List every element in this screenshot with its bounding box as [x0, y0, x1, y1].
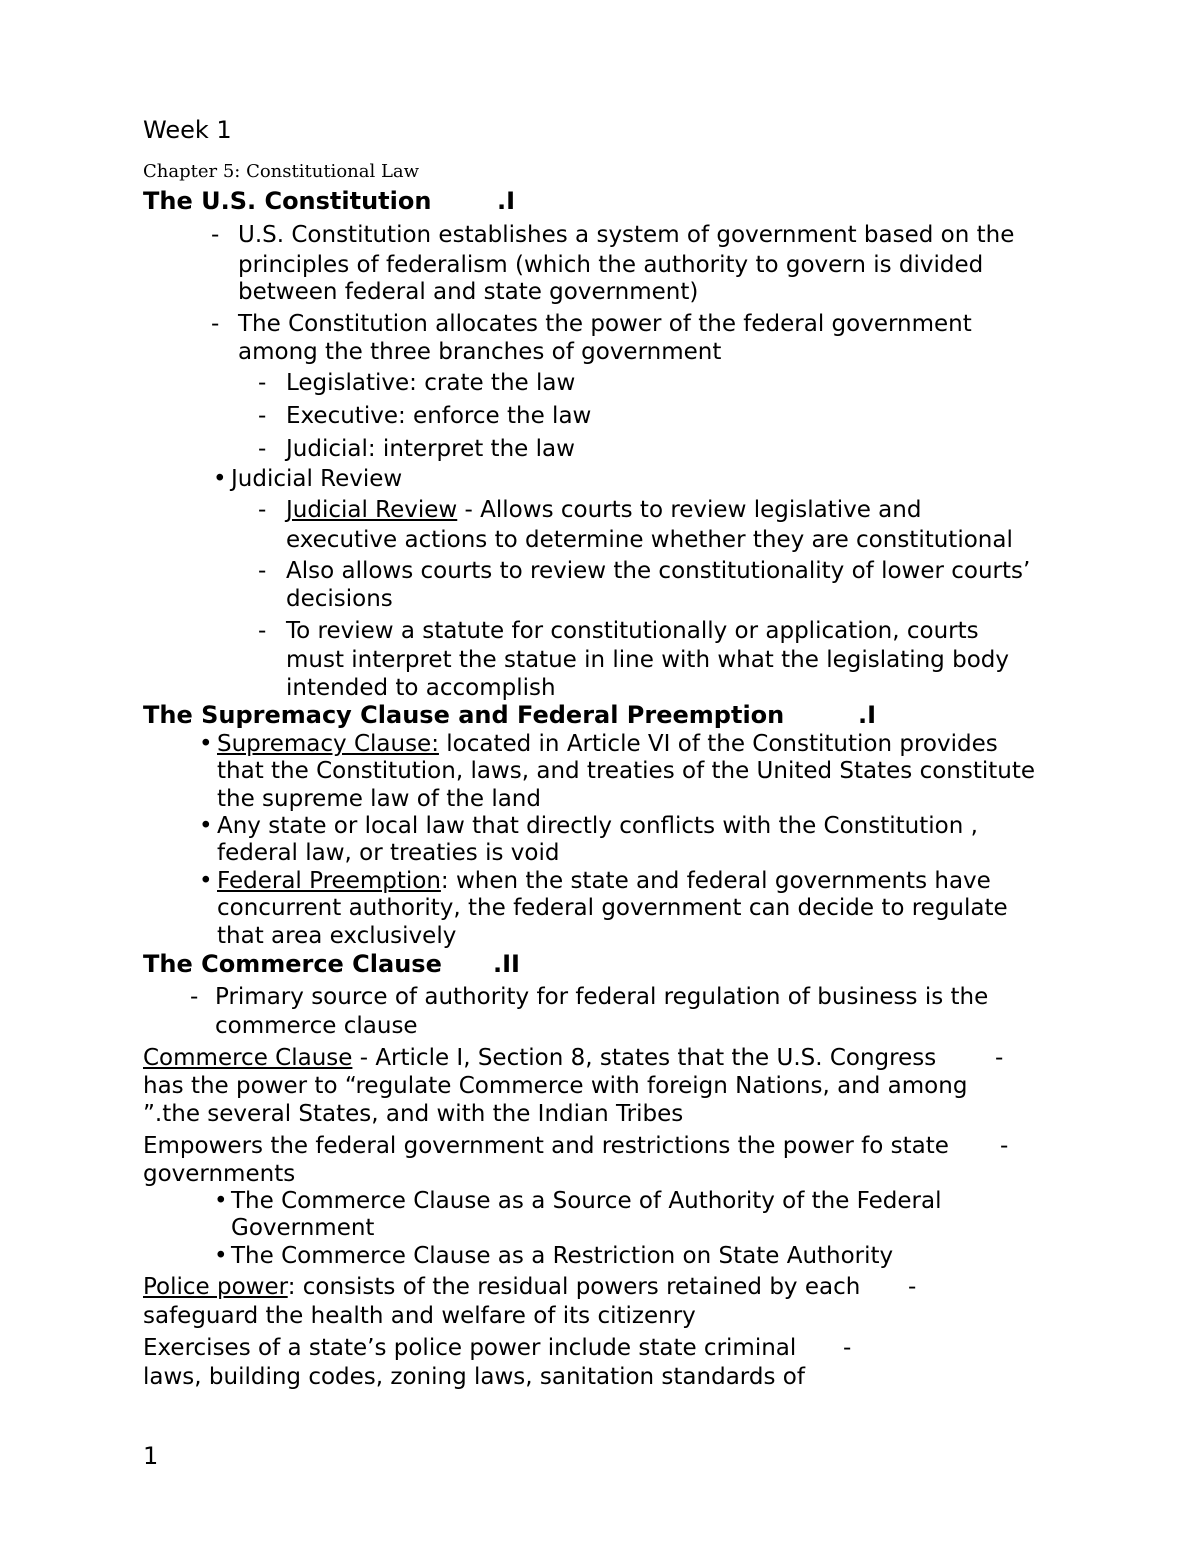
section-title-supremacy: The Supremacy Clause and Federal Preemption: [143, 701, 785, 729]
bullet-marker: •: [213, 466, 227, 492]
term-judicial-review: Judicial Review: [286, 497, 458, 523]
dash-marker: -: [995, 1045, 1004, 1071]
bullet-marker: •: [214, 1188, 228, 1214]
list-item: The Commerce Clause as a Source of Authority of the Federal: [231, 1188, 942, 1214]
paragraph-line: governments: [143, 1161, 296, 1187]
paragraph-commerce-clause: [143, 1044, 936, 1072]
section-number: .II: [493, 950, 520, 978]
list-item: [217, 730, 998, 758]
page-number: 1: [143, 1442, 159, 1470]
term-commerce-clause: Commerce Clause: [143, 1045, 353, 1071]
paragraph-line: has the power to “regulate Commerce with foreign Nations, and among: [143, 1073, 968, 1099]
paragraph-line: ”.the several States, and with the Indian Tribes: [143, 1101, 684, 1127]
week-label: Week 1: [143, 116, 232, 144]
definition-text: : when the state and federal governments have: [440, 868, 991, 894]
bullet-marker: •: [199, 813, 213, 839]
list-item: Judicial: interpret the law: [286, 436, 575, 462]
dash-marker: -: [258, 436, 267, 462]
list-item: U.S. Constitution establishes a system of government based on the: [238, 222, 1015, 248]
list-item: the supreme law of the land: [217, 786, 541, 812]
dash-marker: -: [258, 558, 267, 584]
definition-text: - Article I, Section 8, states that the U.S. Congress: [352, 1045, 937, 1071]
paragraph-police-power: [143, 1273, 860, 1301]
list-item: intended to accomplish: [286, 675, 556, 701]
list-item: The Commerce Clause as a Restriction on State Authority: [231, 1243, 894, 1269]
section-number: .I: [497, 187, 516, 215]
dash-marker: -: [211, 222, 220, 248]
list-item: Legislative: crate the law: [286, 370, 576, 396]
definition-text: : consists of the residual powers retained by each: [287, 1274, 861, 1300]
section-number: .I: [858, 701, 877, 729]
dash-marker: -: [258, 370, 267, 396]
list-item: [217, 867, 991, 895]
list-item: among the three branches of government: [238, 339, 722, 365]
list-item: Also allows courts to review the constitutionality of lower courts’: [286, 558, 1031, 584]
paragraph-line: safeguard the health and welfare of its citizenry: [143, 1303, 696, 1329]
chapter-title: Chapter 5: Constitutional Law: [143, 161, 420, 182]
paragraph-line: Exercises of a state’s police power include state criminal: [143, 1335, 797, 1361]
paragraph-line: laws, building codes, zoning laws, sanitation standards of: [143, 1364, 805, 1390]
bullet-marker: •: [214, 1243, 228, 1269]
list-item: decisions: [286, 586, 393, 612]
list-item: Government: [231, 1215, 375, 1241]
term-police-power: Police power: [143, 1274, 288, 1300]
term-federal-preemption: Federal Preemption: [217, 868, 441, 894]
list-item: commerce clause: [215, 1013, 418, 1039]
list-item: principles of federalism (which the authority to govern is divided: [238, 252, 984, 278]
list-item: [286, 496, 921, 524]
definition-text: - Allows courts to review legislative and: [457, 497, 922, 523]
term-supremacy-clause: Supremacy Clause:: [217, 731, 439, 757]
list-item: Any state or local law that directly conflicts with the Constitution ,: [217, 813, 978, 839]
dash-marker: -: [843, 1335, 852, 1361]
dash-marker: -: [190, 984, 199, 1010]
dash-marker: -: [908, 1274, 917, 1300]
list-item: that the Constitution, laws, and treaties of the United States constitute: [217, 758, 1036, 784]
list-item: executive actions to determine whether they are constitutional: [286, 527, 1013, 553]
dash-marker: -: [258, 497, 267, 523]
list-item: Primary source of authority for federal regulation of business is the: [215, 984, 989, 1010]
list-item: Executive: enforce the law: [286, 403, 592, 429]
section-title-commerce: The Commerce Clause: [143, 950, 442, 978]
list-item: that area exclusively: [217, 923, 457, 949]
list-item: The Constitution allocates the power of the federal government: [238, 311, 972, 337]
dash-marker: -: [258, 403, 267, 429]
bullet-marker: •: [199, 731, 213, 757]
list-item: To review a statute for constitutionally or application, courts: [286, 618, 979, 644]
paragraph-line: Empowers the federal government and restrictions the power fo state: [143, 1133, 949, 1159]
bullet-marker: •: [199, 868, 213, 894]
list-item: federal law, or treaties is void: [217, 840, 560, 866]
dash-marker: -: [211, 311, 220, 337]
list-item: between federal and state government): [238, 279, 699, 305]
list-item: Judicial Review: [231, 466, 403, 492]
dash-marker: -: [258, 618, 267, 644]
list-item: concurrent authority, the federal government can decide to regulate: [217, 895, 1008, 921]
list-item: must interpret the statue in line with what the legislating body: [286, 647, 1009, 673]
section-title-constitution: The U.S. Constitution: [143, 187, 432, 215]
definition-text: located in Article VI of the Constitution provides: [438, 731, 998, 757]
dash-marker: -: [1000, 1133, 1009, 1159]
